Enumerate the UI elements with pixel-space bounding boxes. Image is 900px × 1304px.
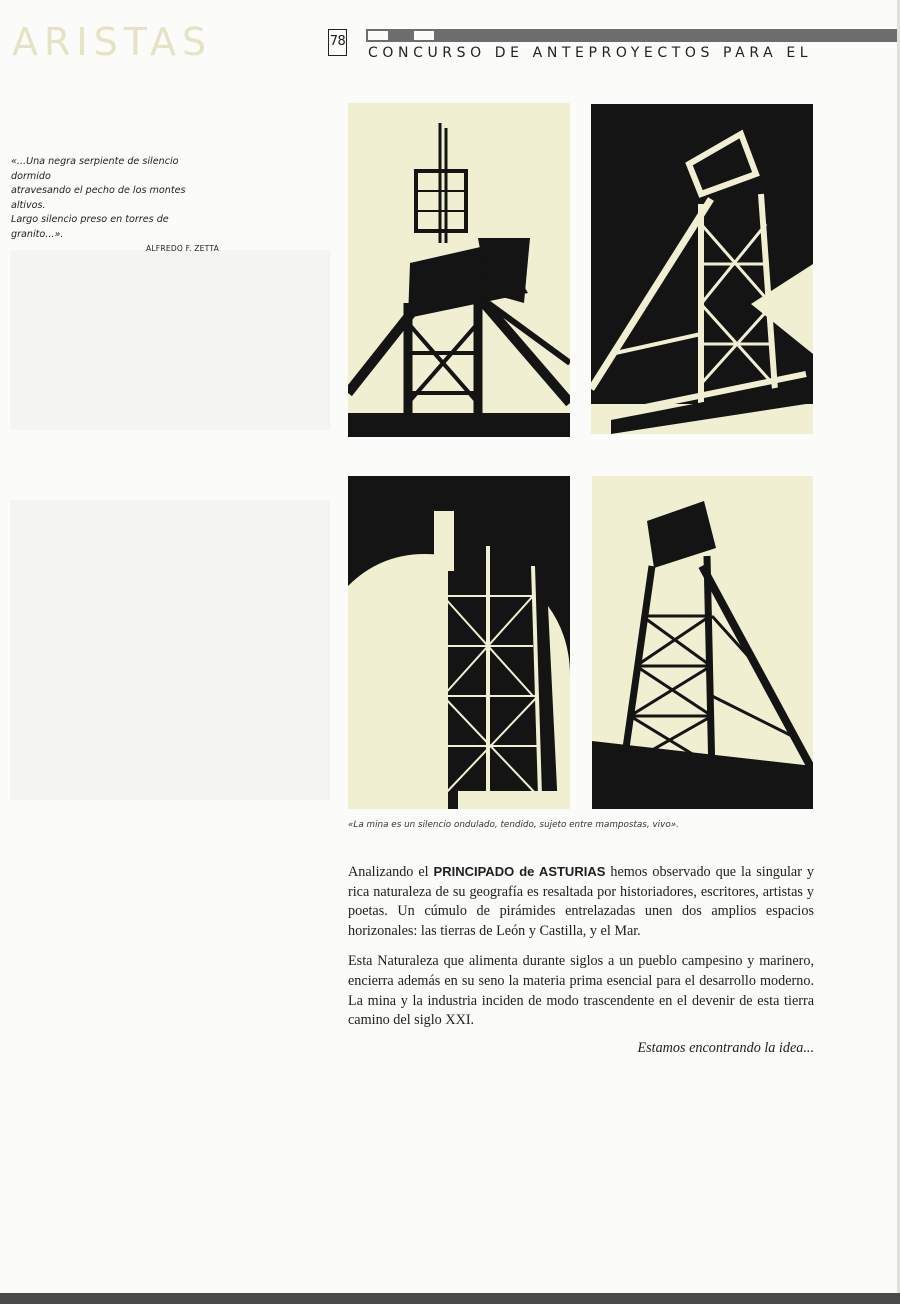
paragraph-rest: hemos observado que la singular y rica naturaleza de su geografía es resaltada por historiadores, escritores, artistas y poetas. Un cúmulo de pirámides entrelazadas unen dos amplios espacios horizonales: las tierras de León y Castilla, y el Mar. [348, 864, 815, 939]
photo-headframe-4 [592, 476, 813, 809]
show-through-shape [10, 500, 330, 800]
epigraph-line: atravesando el pecho de los montes altivos. [11, 185, 186, 211]
photo-caption: «La mina es un silencio ondulado, tendido, sujeto entre mampostas, vivo». [348, 820, 679, 830]
paragraph: Esta Naturaleza que alimenta durante siglos a un pueblo campesino y marinero, encierra además en su seno la materia prima esencial para el desarrollo moderno. La mina y la industria inciden de modo trascendente en el devenir de esta tierra camino del siglo XXI. [348, 953, 814, 1029]
page-number: 78 [328, 29, 347, 56]
body-text [348, 862, 814, 1042]
epigraph [11, 155, 219, 257]
photo-headframe-1 [348, 103, 570, 437]
emphasis-asturias: PRINCIPADO de ASTURIAS [433, 864, 606, 879]
photo-headframe-3 [348, 476, 570, 809]
epigraph-line: Largo silencio preso en torres de granito...». [11, 214, 169, 240]
paragraph-lead: Analizando el [348, 864, 434, 880]
paragraph [348, 862, 814, 941]
bottom-bar [0, 1293, 900, 1304]
header-title: CONCURSO DE ANTEPROYECTOS PARA EL [368, 45, 813, 61]
photo-headframe-2 [591, 104, 813, 434]
show-through-shape [10, 250, 330, 430]
header-bar [366, 29, 900, 42]
masthead: ARISTAS [12, 20, 213, 64]
epigraph-author: ALFREDO F. ZETTA [145, 244, 219, 253]
epigraph-line: «...Una negra serpiente de silencio dormido [11, 156, 179, 182]
closing-line: Estamos encontrando la idea... [637, 1040, 814, 1056]
